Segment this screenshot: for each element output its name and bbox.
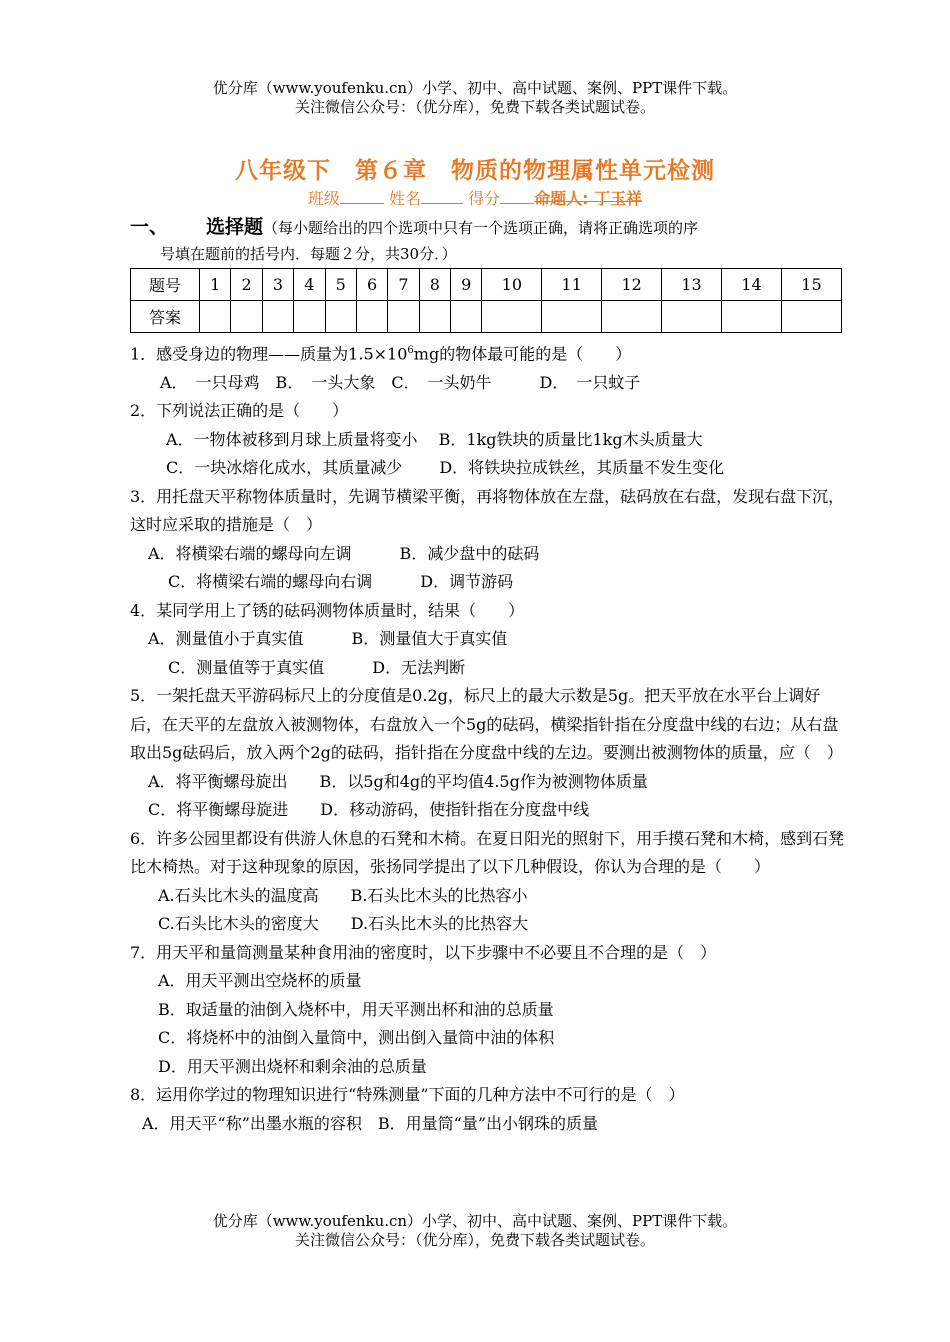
answer-cell[interactable] <box>482 301 542 333</box>
name-label: 姓名 <box>389 189 422 208</box>
question-number-cell: 8 <box>419 269 450 301</box>
question-2-options-ab: A．一物体被移到月球上质量将变小 B．1kg铁块的质量比1kg木头质量大 <box>166 429 703 449</box>
question-7-stem: 7．用天平和量筒测量某种食用油的密度时，以下步骤中不必要且不合理的是（ ） <box>130 942 717 962</box>
footer-line-2: 关注微信公众号：（优分库），免费下载各类试题试卷。 <box>294 1231 655 1249</box>
section-instruction-1: （每小题给出的四个选项中只有一个选项正确，请将正确选项的序 <box>263 219 699 237</box>
answer-cell[interactable] <box>388 301 419 333</box>
question-6-options-cd: C.石头比木头的密度大 D.石头比木头的比热容大 <box>158 914 529 934</box>
row-label-number: 题号 <box>131 269 200 301</box>
question-1-stem: 1．感受身边的物理——质量为$1.5\times 10^6mg$的物体最可能的是（ ） <box>130 344 632 364</box>
header-line-1: 优分库（www.youfenku.cn）小学、初中、高中试题、案例、PPT课件下载。 <box>212 79 738 97</box>
question-8-options-ab: A．用天平“称”出墨水瓶的容积 B．用量筒“量”出小钢珠的质量 <box>142 1113 599 1133</box>
question-number-cell: 1 <box>200 269 231 301</box>
question-number-cell: 14 <box>722 269 782 301</box>
question-number-cell: 15 <box>781 269 841 301</box>
question-6-options-ab: A.石头比木头的温度高 B.石头比木头的比热容小 <box>158 885 528 905</box>
question-5-stem: 5．一架托盘天平游码标尺上的分度值是0.2g，标尺上的最大示数是5g。把天平放在水平台上调好后，在天平的左盘放入被测物体，右盘放入一个5g的砝码，横梁指针指在分度盘中线的右边；从右盘取出5g砝码后，放入两个2g的砝码，指针指在分度盘中线的左边。要测出被测物体的质量，应（ ） <box>130 686 843 763</box>
subtitle <box>0 186 950 209</box>
section-number: 一、 <box>130 216 169 238</box>
answer-cell[interactable] <box>262 301 293 333</box>
answer-cell[interactable] <box>200 301 231 333</box>
header-line-2: 关注微信公众号：（优分库），免费下载各类试题试卷。 <box>294 98 655 116</box>
section-title: 选择题 <box>206 216 264 238</box>
question-3-stem: 3．用托盘天平称物体质量时，先调节横梁平衡，再将物体放在左盘，砝码放在右盘，发现右盘下沉，这时应采取的措施是（ ） <box>130 486 845 535</box>
question-4-options-cd: C．测量值等于真实值 D．无法判断 <box>168 657 466 677</box>
question-number-cell: 4 <box>294 269 325 301</box>
question-7-option-a: A．用天平测出空烧杯的质量 <box>158 971 362 991</box>
question-number-cell: 13 <box>662 269 722 301</box>
question-number-cell: 10 <box>482 269 542 301</box>
question-number-cell: 5 <box>325 269 356 301</box>
question-7-option-b: B．取适量的油倒入烧杯中，用天平测出杯和油的总质量 <box>158 999 554 1019</box>
question-number-cell: 3 <box>262 269 293 301</box>
question-2-stem: 2．下列说法正确的是（ ） <box>130 401 349 421</box>
score-label: 得分 <box>468 189 501 208</box>
question-number-cell: 2 <box>231 269 262 301</box>
answer-cell[interactable] <box>542 301 602 333</box>
section-instruction-2: 号填在题前的括号内．每题２分，共30分．） <box>160 245 457 263</box>
score-blank <box>500 188 534 204</box>
answer-cell[interactable] <box>662 301 722 333</box>
question-5-options-cd: C．将平衡螺母旋进 D．移动游码，使指针指在分度盘中线 <box>148 800 590 820</box>
question-3-options-ab: A．将横梁右端的螺母向左调 B．减少盘中的砝码 <box>148 543 540 563</box>
question-number-cell: 6 <box>356 269 387 301</box>
question-4-options-ab: A．测量值小于真实值 B．测量值大于真实值 <box>148 629 508 649</box>
page-title: 八年级下 第６章 物质的物理属性单元检测 <box>235 158 715 184</box>
section-heading <box>130 214 850 267</box>
answer-table-answer-row <box>131 301 842 333</box>
question-7-option-c: C．将烧杯中的油倒入量筒中，测出倒入量筒中油的体积 <box>158 1028 555 1048</box>
answer-cell[interactable] <box>419 301 450 333</box>
answer-cell[interactable] <box>356 301 387 333</box>
answer-cell[interactable] <box>294 301 325 333</box>
question-4-stem: 4．某同学用上了锈的砝码测物体质量时，结果（ ） <box>130 600 525 620</box>
class-label: 班级 <box>307 189 340 208</box>
author: 命题人: 丁玉祥 <box>534 186 642 202</box>
class-blank <box>340 188 384 204</box>
question-number-cell: 11 <box>542 269 602 301</box>
question-6-stem: 6．许多公园里都设有供游人休息的石凳和木椅。在夏日阳光的照射下，用手摸石凳和木椅，感到石凳比木椅热。对于这种现象的原因，张扬同学提出了以下几种假设，你认为合理的是（ ） <box>130 828 845 877</box>
question-5-options-ab: A．将平衡螺母旋出 B．以5g和4g的平均值4.5g作为被测物体质量 <box>148 771 648 791</box>
answer-cell[interactable] <box>325 301 356 333</box>
answer-cell[interactable] <box>722 301 782 333</box>
answer-table <box>130 268 842 333</box>
question-1-options: A． 一只母鸡 B． 一头大象 C． 一头奶牛 D． 一只蚊子 <box>160 372 641 392</box>
answer-cell[interactable] <box>231 301 262 333</box>
question-list <box>130 337 850 1138</box>
answer-cell[interactable] <box>781 301 841 333</box>
row-label-answer: 答案 <box>131 301 200 333</box>
question-3-options-cd: C．将横梁右端的螺母向右调 D．调节游码 <box>168 572 514 592</box>
question-number-cell: 9 <box>451 269 482 301</box>
footer-line-1: 优分库（www.youfenku.cn）小学、初中、高中试题、案例、PPT课件下载。 <box>212 1212 738 1230</box>
question-7-option-d: D．用天平测出烧杯和剩余油的总质量 <box>158 1056 427 1076</box>
question-number-cell: 12 <box>602 269 662 301</box>
answer-cell[interactable] <box>602 301 662 333</box>
answer-cell[interactable] <box>451 301 482 333</box>
name-blank <box>421 188 463 204</box>
question-8-stem: 8．运用你学过的物理知识进行“特殊测量”下面的几种方法中不可行的是（ ） <box>130 1085 685 1105</box>
question-2-options-cd: C．一块冰熔化成水，其质量减少 D．将铁块拉成铁丝，其质量不发生变化 <box>166 458 725 478</box>
question-number-cell: 7 <box>388 269 419 301</box>
answer-table-number-row <box>131 269 842 301</box>
